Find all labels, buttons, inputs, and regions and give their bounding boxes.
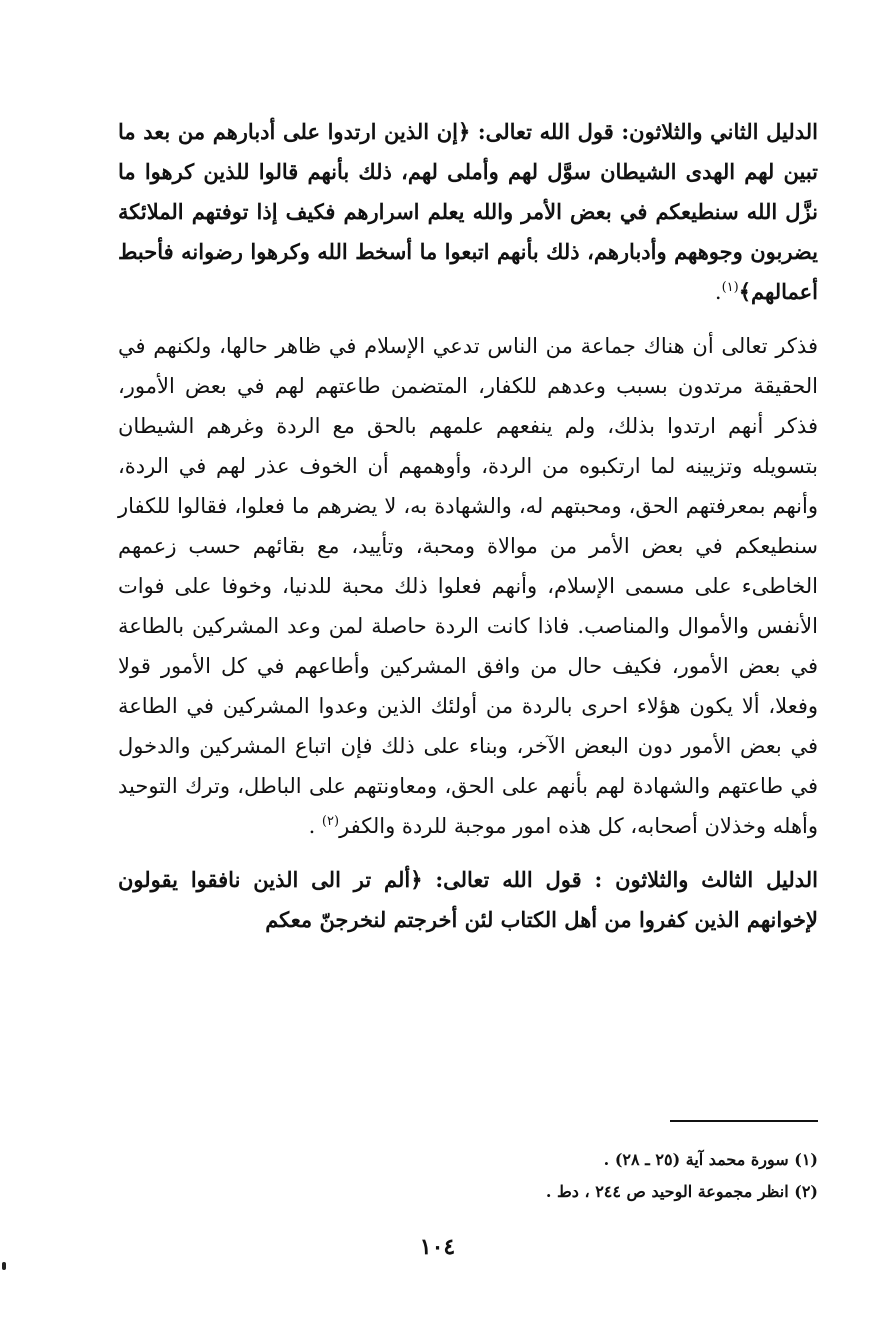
evidence-33-verse: ﴿ألم تر الى الذين نافقوا يقولون لإخوانهم الذين كفروا من أهل الكتاب لئن أخرجتم لنخرجنّ معكم [118, 867, 818, 932]
explanation-text: فذكر تعالى أن هناك جماعة من الناس تدعي الإسلام في ظاهر حالها، ولكنهم في الحقيقة مرتدون بسبب وعدهم للكفار، المتضمن طاعتهم لهم في بعض الأمور، فذكر أنهم ارتدوا بذلك، ولم ينفعهم علمهم بالحق مع الردة وغرهم الشيطان بتسويله وتزيينه لما ارتكبوه من الردة، وأوهمهم أن الخوف عذر لهم في الردة، وأنهم بمعرفتهم الحق، ومحبتهم له، والشهادة به، لا يضرهم ما فعلوا، فقالوا للكفار سنطيعكم في بعض الأمر من موالاة ومحبة، وتأييد، مع بقائهم حسب زعمهم الخاطىء على مسمى الإسلام، وأنهم فعلوا ذلك محبة للدنيا، وخوفا على فوات الأنفس والأموال والمناصب. فاذا كانت الردة حاصلة لمن وعد المشركين بالطاعة في بعض الأمور، فكيف حال من وافق المشركين وأطاعهم في كل الأمور قولا وفعلا، ألا يكون هؤلاء احرى بالردة من أولئك الذين وعدوا المشركين في الطاعة في بعض الأمور دون البعض الآخر، وبناء على ذلك فإن اتباع المشركين والدخول في طاعتهم والشهادة لهم بأنهم على الحق، ومعاونتهم على الباطل، وترك التوحيد وأهله وخذلان أصحابه، كل هذه امور موجبة للردة والكفر [118, 334, 818, 838]
footnote-1: (١) سورة محمد آية (٢٥ ـ ٢٨) . [603, 1150, 818, 1169]
evidence-33-heading: الدليل الثالث والثلاثون [615, 867, 818, 892]
page-body [118, 112, 818, 940]
scan-edge-mark [2, 1262, 6, 1270]
evidence-32-heading: الدليل الثاني والثلاثون: [621, 119, 818, 144]
paragraph-explanation [118, 326, 818, 846]
evidence-33-lead: : قول الله تعالى: [422, 867, 616, 892]
paragraph-evidence-33 [118, 860, 818, 940]
footnote-separator [670, 1120, 818, 1122]
footnote-2: (٢) انظر مجموعة الوحيد ص ٢٤٤ ، دط . [545, 1182, 818, 1201]
footnote-ref-1[interactable]: (١) [721, 280, 739, 295]
footnote-ref-2[interactable]: (٢) [321, 814, 340, 829]
evidence-32-verse: ﴿إن الذين ارتدوا على أدبارهم من بعد ما تبين لهم الهدى الشيطان سوَّل لهم وأملى لهم، ذلك بأنهم قالوا للذين كرهوا ما نزَّل الله سنطيعكم في بعض الأمر والله يعلم اسرارهم فكيف إذا توفتهم الملائكة يضربون وجوههم وأدبارهم، ذلك بأنهم اتبعوا ما أسخط الله وكرهوا رضوانه فأحبط أعمالهم﴾ [118, 119, 818, 304]
footnotes [118, 1144, 818, 1208]
evidence-32-tail: . [714, 280, 722, 304]
explanation-tail: . [308, 814, 322, 838]
evidence-32-lead: قول الله تعالى: [470, 119, 622, 144]
paragraph-evidence-32 [118, 112, 818, 312]
page-number: ١٠٤ [419, 1234, 456, 1260]
